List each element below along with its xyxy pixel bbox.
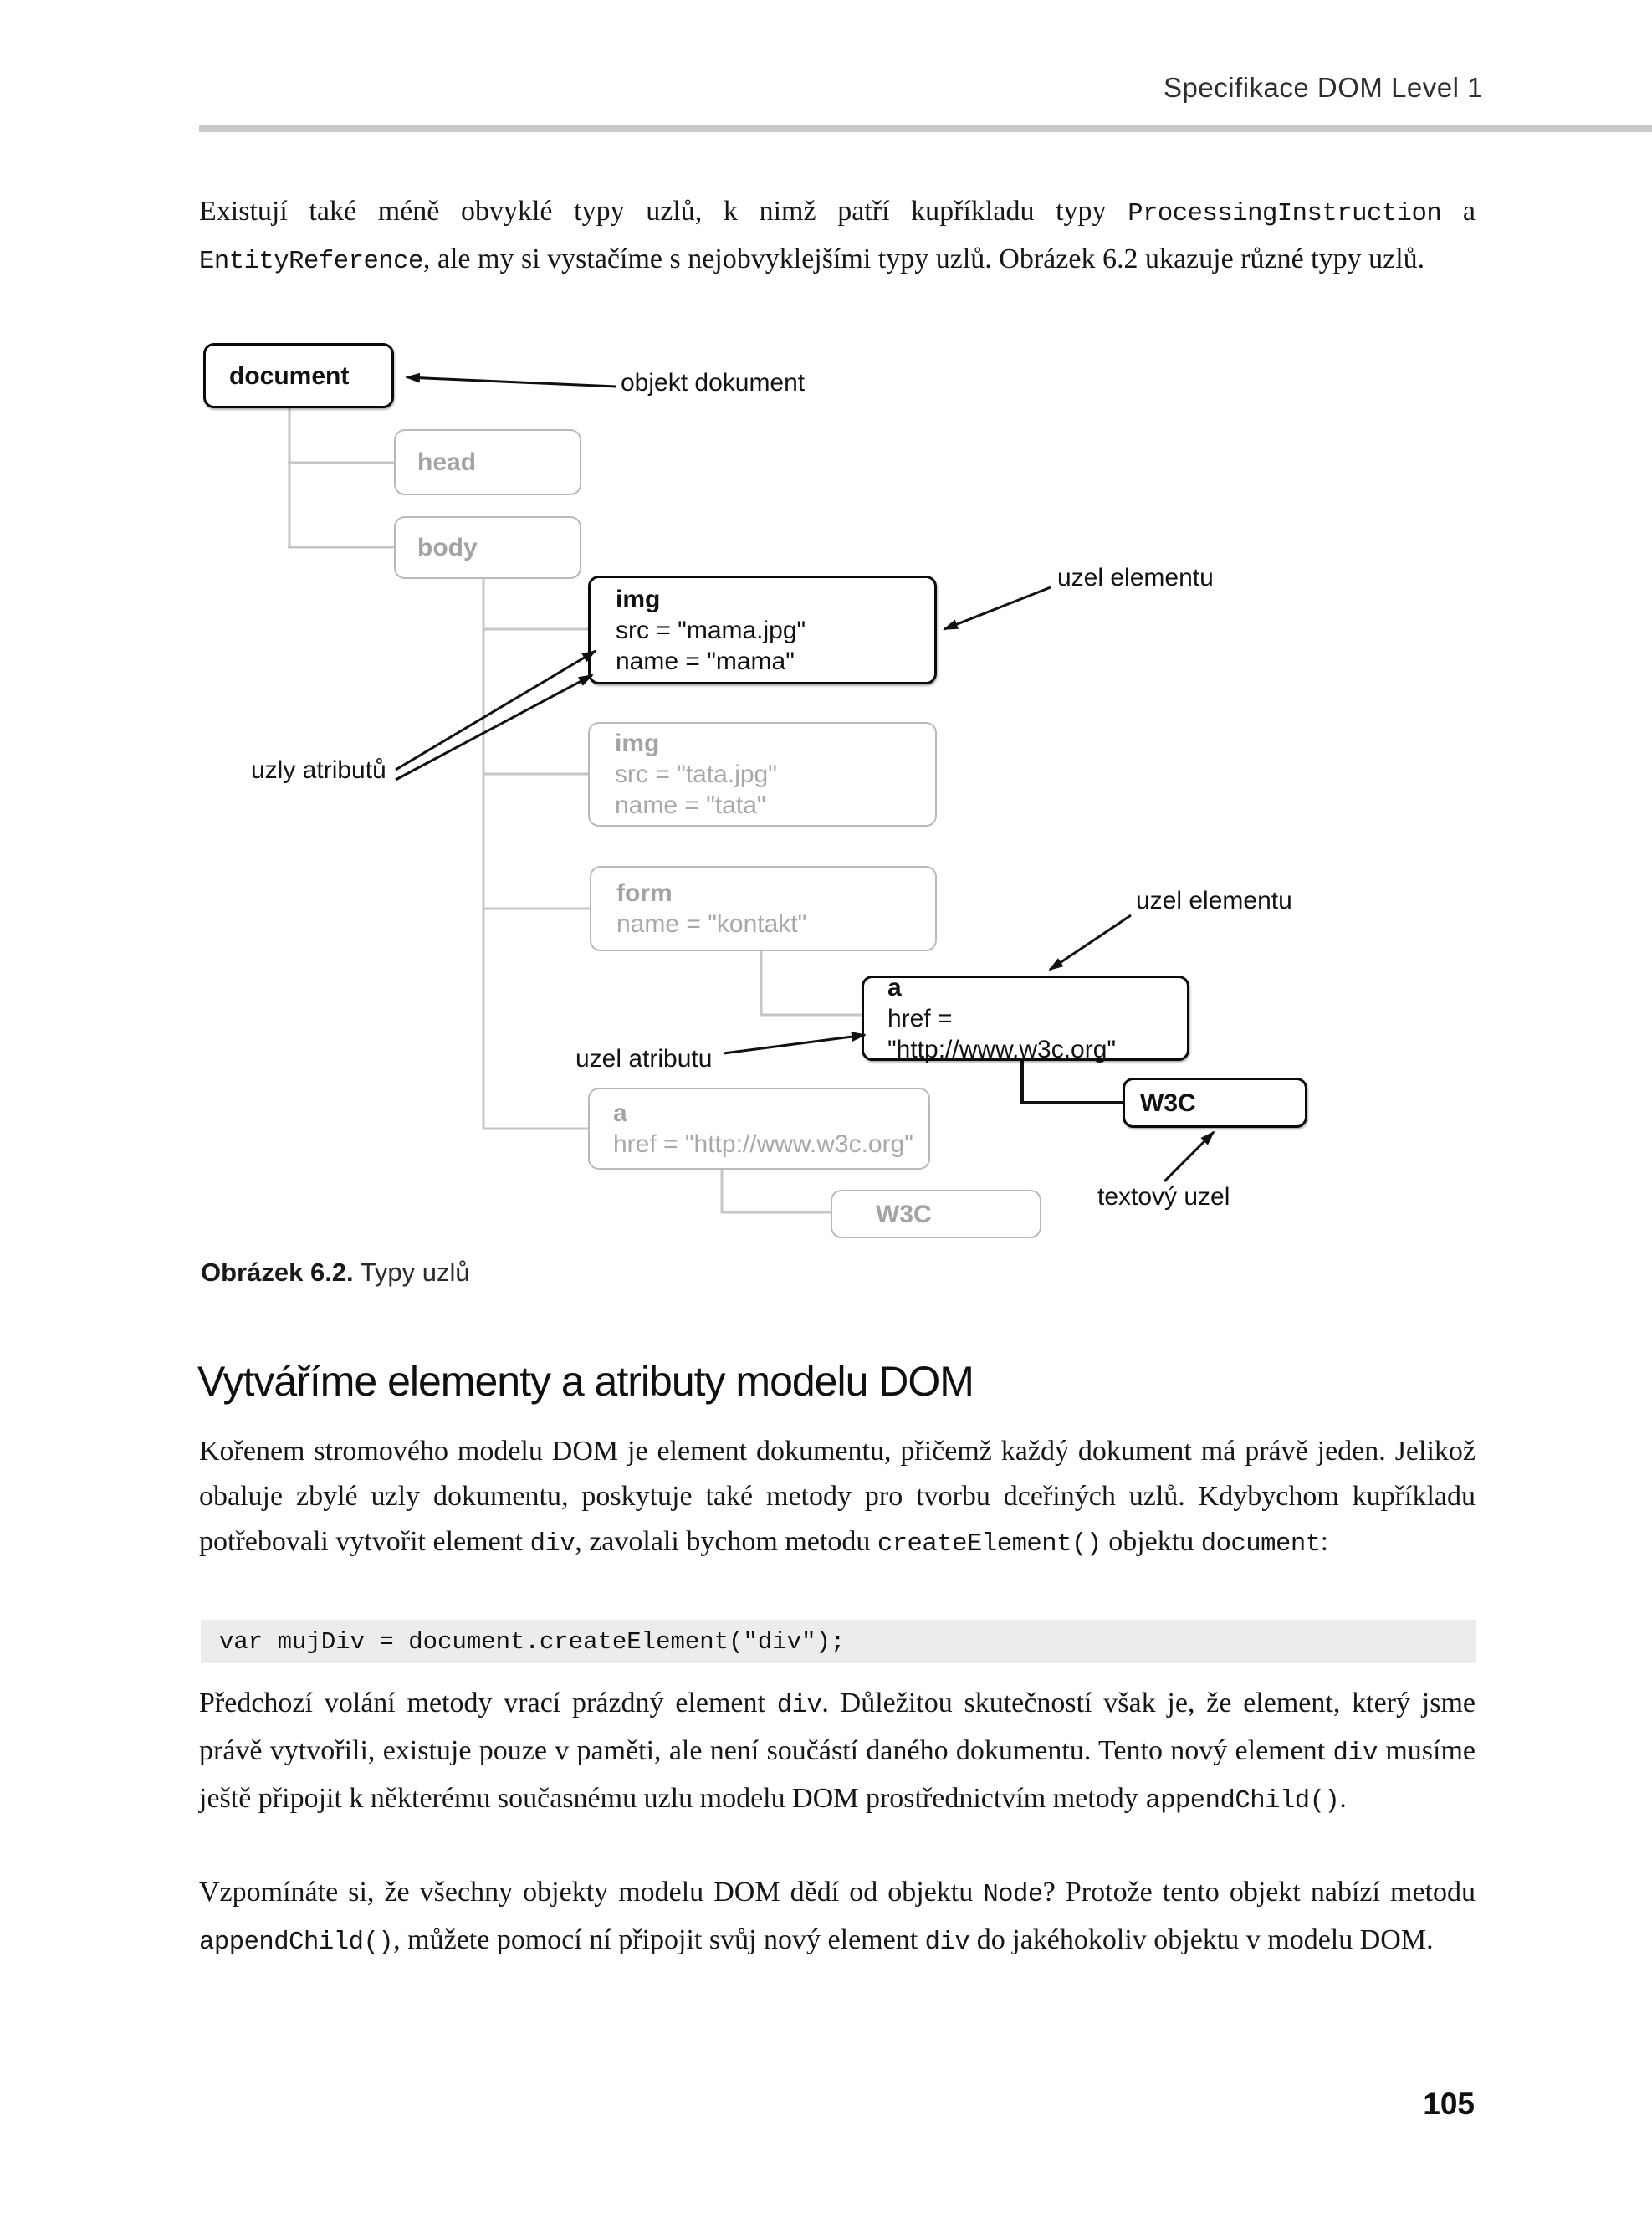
label-uzel-atributu: uzel atributu: [575, 1045, 713, 1073]
node-w3c-text-title: W3C: [1140, 1088, 1196, 1117]
node-img-tata-name: name = "tata": [615, 791, 766, 819]
node-document: [203, 343, 394, 408]
node-head-title: head: [417, 448, 477, 476]
node-a-element-gray: [588, 1088, 930, 1170]
node-img-mama-title: img: [616, 585, 661, 613]
node-a-element-title: a: [887, 973, 902, 1001]
node-img-tata-title: img: [615, 730, 660, 757]
node-body-title: body: [417, 534, 478, 561]
node-a-element-gray-title: a: [613, 1099, 627, 1127]
running-head: Specifikace DOM Level 1: [1164, 72, 1483, 103]
node-a-element-gray-href: href = "http://www.w3c.org": [613, 1130, 913, 1158]
node-w3c-text: [1123, 1078, 1307, 1128]
node-a-element: [862, 973, 1189, 1063]
section-paragraph-1: Kořenem stromového modelu DOM je element dokumentu, přičemž každý dokument má právě jeden. Jelikož obaluje zbylé uzly dokumentu, poskytuje také metody pro tvorbu dceřiných uzlů. Kdybychom kupříkladu potřebovali vytvořit element div, zavolali bychom metodu createElement() objektu document:: [199, 1436, 1476, 1559]
node-img-mama-src: src = "mama.jpg": [616, 616, 806, 644]
node-form: [590, 866, 937, 951]
section-heading: Vytváříme elementy a atributy modelu DOM: [197, 1358, 974, 1405]
node-body: [394, 516, 581, 579]
label-objekt-dokument: objekt dokument: [621, 369, 806, 397]
node-a-element-href: href = "http://www.w3c.org": [887, 1004, 1117, 1063]
node-img-tata-src: src = "tata.jpg": [615, 761, 777, 788]
label-uzel-elementu-2: uzel elementu: [1136, 887, 1292, 914]
page-number: 105: [1423, 2087, 1475, 2121]
figure-caption-text: Typy uzlů: [353, 1257, 470, 1287]
node-img-mama-name: name = "mama": [616, 647, 795, 675]
label-uzel-elementu-1: uzel elementu: [1057, 564, 1214, 592]
node-w3c-text-gray: [831, 1190, 1041, 1238]
node-document-title: document: [229, 361, 350, 390]
node-w3c-text-gray-title: W3C: [876, 1200, 932, 1228]
section-paragraph-3: Vzpomínáte si, že všechny objekty modelu DOM dědí od objektu Node? Protože tento objekt nabízí metodu appendChild(), můžete pomocí ní připojit svůj nový element div do jakéhokoliv objektu v modelu DOM.: [199, 1877, 1476, 1957]
node-img-tata: [588, 722, 937, 827]
label-uzly-atributu: uzly atributů: [251, 756, 386, 784]
node-form-title: form: [616, 879, 673, 907]
node-form-name: name = "kontakt": [616, 910, 807, 938]
figure-caption: [201, 1257, 470, 1288]
node-img-mama: [588, 576, 937, 684]
intro-paragraph: Existují také méně obvyklé typy uzlů, k nimž patří kupříkladu typy ProcessingInstruction a EntityReference, ale my si vystačíme s nejobvyklejšími typy uzlů. Obrázek 6.2 ukazuje různé typy uzlů.: [199, 196, 1476, 276]
figure-caption-label: Obrázek 6.2.: [201, 1257, 354, 1287]
label-textovy-uzel: textový uzel: [1097, 1183, 1230, 1211]
section-paragraph-2: Předchozí volání metody vrací prázdný element div. Důležitou skutečností však je, že element, který jsme právě vytvořili, existuje pouze v paměti, ale není součástí daného dokumentu. Tento nový element div musíme ještě připojit k některému současnému uzlu modelu DOM prostřednictvím metody appendChild().: [199, 1688, 1476, 1816]
code-block: [201, 1620, 1476, 1663]
node-head: [394, 429, 581, 495]
code-block-line: var mujDiv = document.createElement("div");: [219, 1627, 846, 1656]
